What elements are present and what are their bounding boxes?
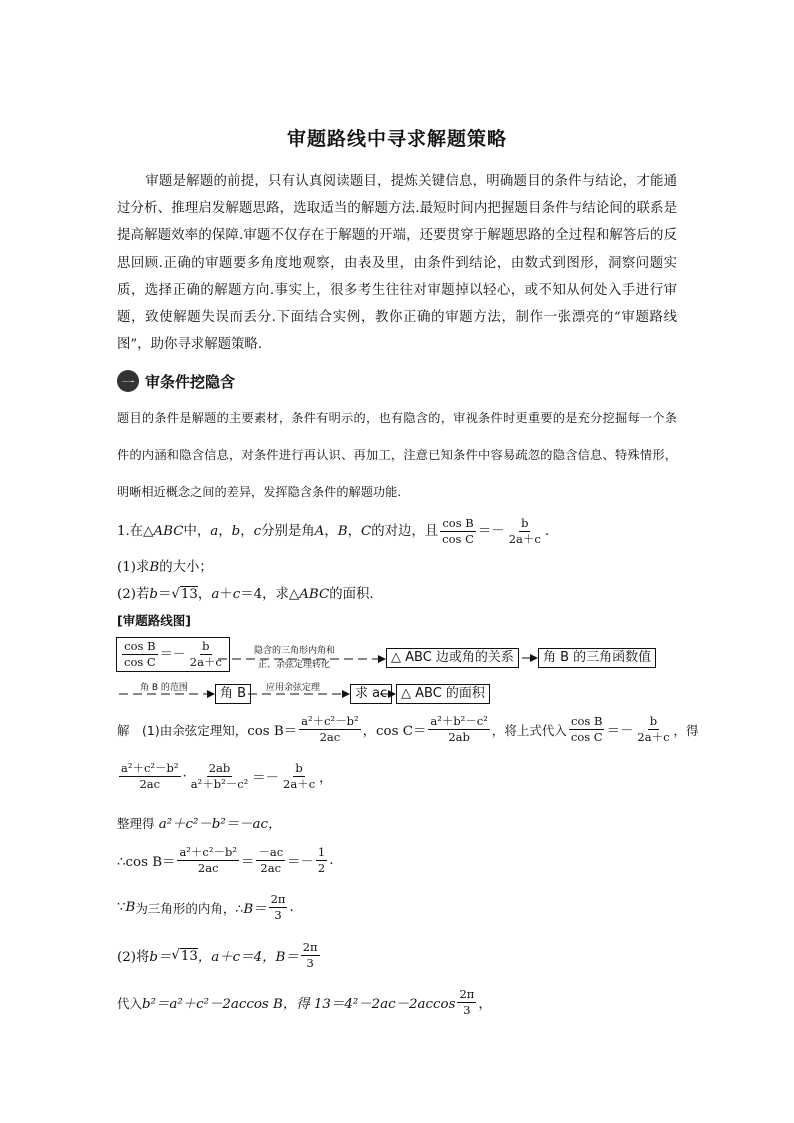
route-box-relation: △ ABC 边或角的关系 [386, 648, 519, 668]
denominator: cos C [570, 730, 603, 744]
fraction [119, 761, 181, 792]
numerator: 2π [459, 987, 475, 1001]
fraction-b-2a-plus-c [507, 516, 543, 547]
numerator: b [649, 714, 658, 728]
fraction [457, 987, 476, 1018]
problem-stem [117, 516, 549, 547]
numerator: a²＋b²－c² [430, 714, 488, 728]
solution-line-2 [117, 761, 333, 792]
comma: ， [319, 771, 333, 786]
route-box-angle-B: 角 B [215, 684, 251, 704]
angle-B: B [149, 560, 160, 575]
solution-text: 代入 [117, 995, 143, 1011]
question-text: (1)求 [117, 560, 150, 575]
comma: ， [240, 524, 254, 539]
fraction [635, 714, 671, 745]
equals-minus: ＝－ [287, 855, 314, 870]
because-symbol: ∵ [117, 900, 126, 915]
solution-line-5 [117, 892, 294, 923]
angle-B: B [125, 900, 136, 915]
period: . [329, 853, 334, 868]
equals-minus: ＝－ [477, 524, 505, 539]
section-number-badge: 一 [117, 370, 139, 392]
solution-text: 为三角形的内角，∴ [135, 900, 244, 916]
equals-minus: ＝－ [159, 646, 186, 662]
comma: ， [197, 587, 212, 602]
fraction [256, 845, 285, 876]
numerator: －ac [258, 845, 284, 859]
solution-text: ，得 [673, 722, 699, 738]
question-text: (2)若 [117, 587, 150, 602]
solution-text: 整理得 [117, 816, 155, 831]
numerator: cos B [442, 516, 474, 530]
route-arrow-2 [522, 654, 538, 664]
triangle-name: ABC [299, 587, 330, 602]
sqrt-13: 13 [180, 587, 198, 602]
question-text: ＝4，求△ [240, 587, 300, 602]
route-note-3: 应用余弦定理 [266, 683, 321, 693]
fraction [299, 714, 361, 745]
fraction [177, 845, 239, 876]
route-note-2: 角 B 的范围 [140, 683, 188, 693]
denominator: a²＋b²－c² [190, 777, 249, 791]
comma: ， [218, 524, 232, 539]
solution-text: 解 (1)由余弦定理知， [117, 722, 248, 738]
denominator: 3 [274, 908, 282, 922]
route-box-ac: 求 ac [350, 684, 392, 704]
denominator: 3 [463, 1003, 471, 1017]
fraction [281, 761, 317, 792]
dot: · [182, 769, 187, 784]
numerator: b [295, 761, 303, 775]
denominator: 2ac [260, 861, 282, 875]
numerator: b [521, 516, 529, 530]
numerator: a²＋c²－b² [121, 761, 179, 775]
problem-text: 分别是角 [261, 524, 315, 539]
angle-C: C [360, 524, 372, 539]
numerator: b [202, 639, 210, 653]
triangle-name: ABC [153, 524, 184, 539]
denominator: 2ac [319, 730, 341, 744]
numerator: cos B [571, 714, 603, 728]
denominator: 2ac [197, 861, 219, 875]
denominator: 2ac [139, 777, 161, 791]
denominator: 2a＋c [283, 777, 316, 791]
numerator: cos B [124, 639, 156, 653]
solution-line-3 [117, 813, 281, 832]
solution-line-1 [117, 714, 699, 745]
fraction [316, 845, 327, 876]
route-note-1-bottom: 正、余弦定理转化 [258, 660, 331, 670]
denominator: cos C [124, 655, 156, 669]
equals: ＝ [157, 587, 172, 602]
intro-text: 审题是解题的前提，只有认真阅读题目，提炼关键信息，明确题目的条件与结论，才能通过分析、推理启发解题思路，选取适当的解题方法.最短时间内把握题目条件与结论间的联系是提高解题效率的保障.审题不仅存在于解题的开端，还要贯穿于解题思路的全过程和解答后的反思回顾.正确的审题要多角度地观察，由表及里，由条件到结论，由数式到图形，洞察问题实质，选择正确的解题方向.事实上，很多考生往往对审题掉以轻心，或不知从何处入手进行审题，致使解题失误而丢分.下面结合实例，教你正确的审题方法，制作一张漂亮的“审题路线图”，助你寻求解题策略. [117, 174, 677, 353]
fraction [189, 761, 251, 792]
numerator: 2ab [208, 761, 231, 775]
denominator: 2ab [448, 730, 470, 744]
route-label: [审题路线图] [117, 613, 191, 628]
denominator: 2 [317, 861, 326, 875]
section-title: 审条件挖隐含 [145, 372, 236, 391]
var-b: b [149, 587, 158, 602]
equals-minus: ＝－ [606, 724, 634, 739]
section-lead-paragraph: 题目的条件是解题的主要素材，条件有明示的，也有隐含的，审视条件时更重要的是充分挖掘每一个条件的内涵和隐含信息，对条件进行再认识、再加工，注意已知条件中容易疏忽的隐含信息、特殊情形，明晰相近概念之间的差异，发挥隐含条件的解题功能. [117, 411, 677, 499]
solution-text: ，将上式代入 [491, 722, 567, 738]
numerator: a²＋c²－b² [301, 714, 359, 728]
fraction [301, 940, 320, 971]
var-c: c [232, 587, 241, 602]
period: . [544, 524, 550, 539]
var-a: a [211, 587, 220, 602]
var-b: b [231, 524, 241, 539]
route-note-1-top: 隐含的三角形内角和 [254, 646, 336, 656]
solution-line-7 [117, 987, 492, 1018]
fraction [428, 714, 490, 745]
denominator: 2a＋c [189, 655, 222, 669]
solution-line-4 [117, 845, 334, 876]
denominator: 3 [306, 956, 314, 970]
sqrt-13: 13 [180, 948, 198, 964]
equals: ＝ [240, 855, 255, 870]
equation: b²＝a²＋c²－2accos B，得 13＝4²－2ac－2accos [142, 997, 456, 1012]
equation: B＝ [243, 902, 267, 917]
solution-line-6: (2)将 b＝ √ 13 ，a＋c＝4，B＝ $\frac{2\pi}{3}$ [117, 940, 318, 970]
route-box-condition [116, 637, 230, 672]
question-2: (2)若b＝√13，a＋c＝4，求△ABC的面积. [117, 587, 374, 602]
period: . [289, 900, 294, 915]
denominator: 2a＋c [637, 730, 670, 744]
denominator: 2a＋c [508, 532, 541, 546]
equation: b＝ [149, 950, 172, 965]
var-a: a [210, 524, 219, 539]
intro-paragraph [117, 168, 677, 358]
cosB-expr: cos B＝ [247, 724, 298, 739]
fraction-cosB-cosC [122, 639, 158, 670]
angle-A: A [314, 524, 325, 539]
fraction [269, 892, 288, 923]
numerator: 2π [270, 892, 286, 906]
var-c: c [253, 524, 262, 539]
question-1 [117, 556, 213, 575]
comma: ， [478, 997, 492, 1012]
numerator: 1 [317, 845, 326, 859]
comma: ， [324, 524, 338, 539]
problem-text: 中， [183, 524, 211, 539]
cosC-expr: ，cos C＝ [362, 724, 427, 739]
solution-text: (2)将 [117, 950, 150, 965]
equation: a²＋c²－b²＝－ac， [158, 817, 282, 832]
fraction-cosB-cosC [440, 516, 476, 547]
route-arrow-5 [380, 690, 396, 700]
equals-minus: ＝－ [252, 771, 280, 786]
cosB-expr: ∴cos B＝ [117, 855, 176, 870]
route-box-area: △ ABC 的面积 [396, 684, 490, 704]
denominator: cos C [442, 532, 474, 546]
question-text: 的大小； [159, 560, 213, 575]
page-title: 审题路线中寻求解题策略 [286, 128, 507, 150]
fraction [569, 714, 605, 745]
section-heading [117, 370, 235, 392]
question-text: 的面积. [329, 587, 374, 602]
angle-B: B [337, 524, 348, 539]
comma: ， [347, 524, 361, 539]
numerator: a²＋c²－b² [179, 845, 237, 859]
numerator: 2π [302, 940, 318, 954]
route-box-trig-value: 角 B 的三角函数值 [538, 648, 656, 668]
problem-text: 1.在△ [117, 524, 154, 539]
equation: ，a＋c＝4，B＝ [197, 950, 299, 965]
problem-text: 的对边，且 [371, 524, 439, 539]
